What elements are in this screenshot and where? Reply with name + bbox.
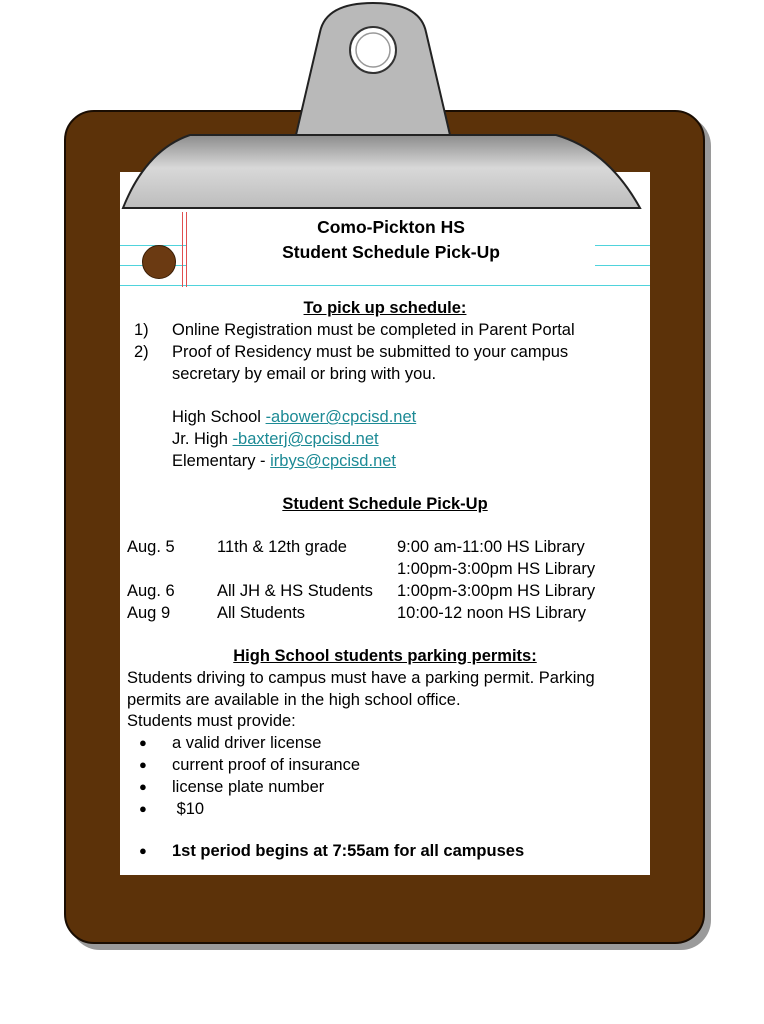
contact-high-school [172, 409, 416, 426]
schedule-date: Aug. 6 [127, 582, 175, 600]
schedule-date: Aug. 5 [127, 538, 175, 556]
contact-label: Jr. High [172, 430, 233, 448]
ruled-line [120, 285, 650, 286]
clip-hole-inner [356, 33, 390, 67]
schedule-group: All JH & HS Students [217, 582, 373, 600]
bullet-icon: ● [139, 735, 147, 750]
schedule-time: 1:00pm-3:00pm HS Library [397, 560, 596, 578]
bullet-icon: ● [139, 843, 147, 858]
bullet-icon: ● [139, 801, 147, 816]
email-link-high-school[interactable]: -abower@cpcisd.net [265, 408, 417, 426]
schedule-group: 11th & 12th grade [217, 538, 347, 556]
school-title: Como-Pickton HS [317, 217, 465, 237]
page-subtitle: Student Schedule Pick-Up [282, 242, 500, 262]
email-link-elementary[interactable]: irbys@cpcisd.net [270, 452, 397, 470]
contact-label: Elementary - [172, 452, 271, 470]
step-text: Online Registration must be completed in Parent Portal [172, 321, 575, 339]
requirement-item: a valid driver license [172, 734, 322, 752]
schedule-time: 9:00 am-11:00 HS Library [397, 538, 585, 556]
requirement-item: current proof of insurance [172, 756, 361, 774]
contact-jr-high [172, 431, 379, 448]
email-link-jr-high[interactable]: -baxterj@cpcisd.net [232, 430, 379, 448]
requirement-item: $10 [172, 800, 205, 818]
paper-sheet [120, 172, 650, 875]
first-period-note: 1st period begins at 7:55am for all campuses [172, 842, 525, 860]
parking-text: Students must provide: [127, 712, 296, 730]
clipboard-clip [120, 0, 650, 215]
schedule-group: All Students [217, 604, 306, 622]
pickup-heading: To pick up schedule: [303, 299, 467, 317]
bullet-icon: ● [139, 779, 147, 794]
parking-text: Students driving to campus must have a parking permit. Parking [127, 669, 595, 687]
bullet-icon: ● [139, 757, 147, 772]
punch-hole [142, 245, 176, 279]
schedule-date: Aug 9 [127, 604, 171, 622]
schedule-time: 1:00pm-3:00pm HS Library [397, 582, 596, 600]
step-text: Proof of Residency must be submitted to your campus [172, 343, 569, 361]
parking-heading: High School students parking permits: [233, 647, 537, 665]
step-number: 2) [134, 343, 149, 361]
clip-jaw [123, 135, 640, 208]
contact-label: High School [172, 408, 266, 426]
margin-line [182, 212, 183, 287]
step-number: 1) [134, 321, 149, 339]
contact-elementary [172, 453, 396, 470]
parking-text: permits are available in the high school office. [127, 691, 461, 709]
step-text-continued: secretary by email or bring with you. [172, 365, 437, 383]
requirement-item: license plate number [172, 778, 325, 796]
schedule-time: 10:00-12 noon HS Library [397, 604, 586, 622]
schedule-heading: Student Schedule Pick-Up [282, 495, 488, 513]
